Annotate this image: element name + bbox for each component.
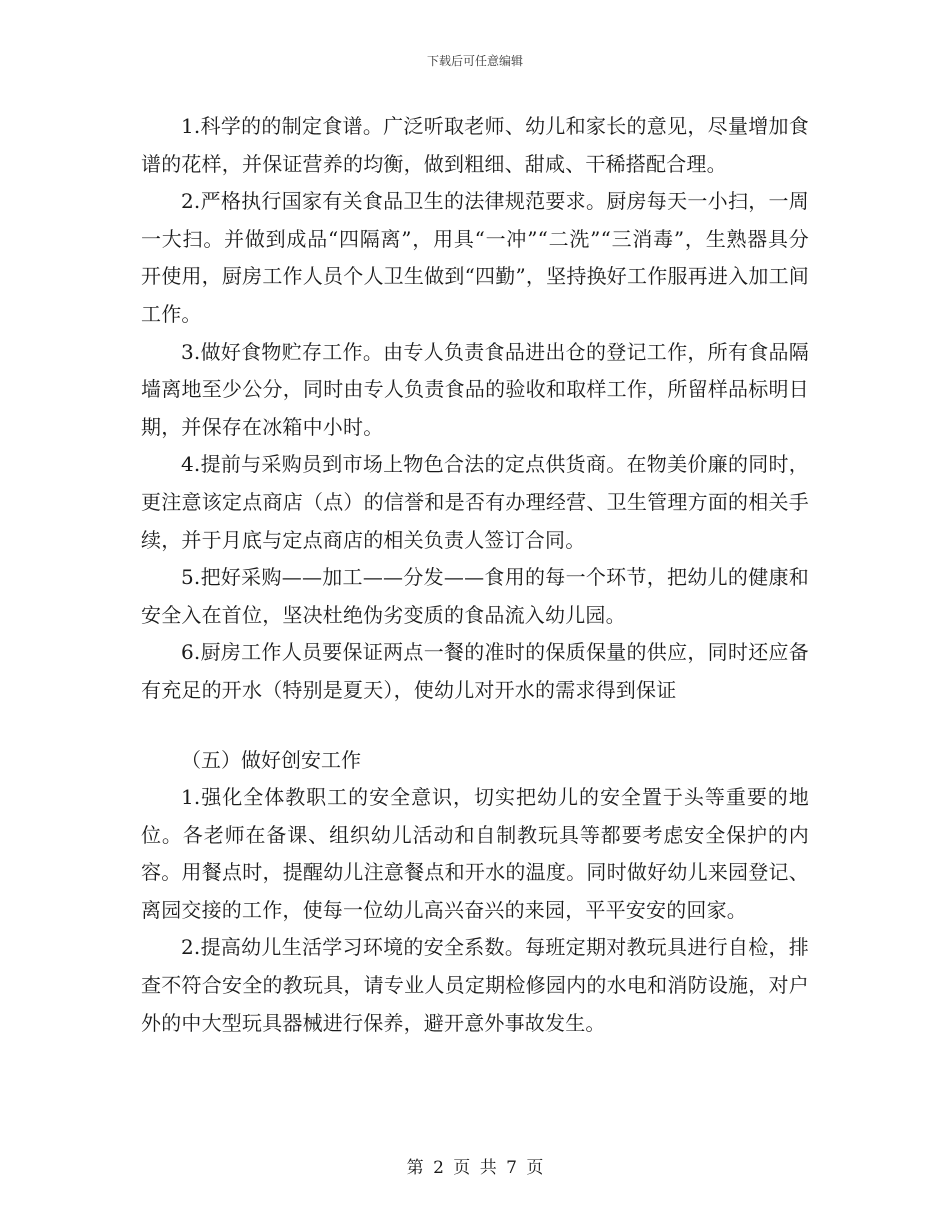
paragraph-food-storage: 3.做好食物贮存工作。由专人负责食品进出仓的登记工作，所有食品隔墙离地至少公分，同时由专人负责食品的验收和取样工作，所留样品标明日期，并保存在冰箱中小时。 — [141, 339, 809, 439]
page-header: 下载后可任意编辑 — [426, 54, 523, 68]
paragraph-supplier-selection: 4.提前与采购员到市场上物色合法的定点供货商。在物美价廉的同时，更注意该定点商店（点）的信誉和是否有办理经营、卫生管理方面的相关手续，并于月底与定点商店的相关负责人签订合同。 — [141, 452, 809, 552]
paragraph-meal-supply: 6.厨房工作人员要保证两点一餐的准时的保质保量的供应，同时还应备有充足的开水（特别是夏天），使幼儿对开水的需求得到保证 — [141, 640, 809, 702]
paragraph-safety-awareness: 1.强化全体教职工的安全意识，切实把幼儿的安全置于头等重要的地位。各老师在备课、组织幼儿活动和自制教玩具等都要考虑安全保护的内容。用餐点时，提醒幼儿注意餐点和开水的温度。同时做好幼儿来园登记、离园交接的工作，使每一位幼儿高兴奋兴的来园，平平安安的回家。 — [141, 785, 809, 922]
paragraph-process-control: 5.把好采购——加工——分发——食用的每一个环节，把幼儿的健康和安全入在首位，坚决杜绝伪劣变质的食品流入幼儿园。 — [141, 565, 809, 627]
paragraph-menu-planning: 1.科学的的制定食谱。广泛听取老师、幼儿和家长的意见，尽量增加食谱的花样，并保证营养的均衡，做到粗细、甜咸、干稀搭配合理。 — [141, 114, 809, 176]
paragraph-environment-safety: 2.提高幼儿生活学习环境的安全系数。每班定期对教玩具进行自检，排查不符合安全的教玩具，请专业人员定期检修园内的水电和消防设施，对户外的中大型玩具器械进行保养，避开意外事故发生。 — [141, 935, 809, 1035]
document-body — [141, 108, 809, 1042]
section-title: （五）做好创安工作 — [181, 747, 361, 772]
page-number: 第 2 页 共 7 页 — [406, 1158, 544, 1178]
paragraph-hygiene-rules: 2.严格执行国家有关食品卫生的法律规范要求。厨房每天一小扫，一周一大扫。并做到成品“四隔离”，用具“一冲”“二洗”“三消毒”，生熟器具分开使用，厨房工作人员个人卫生做到“四勤”，坚持换好工作服再进入加工间工作。 — [141, 189, 809, 326]
